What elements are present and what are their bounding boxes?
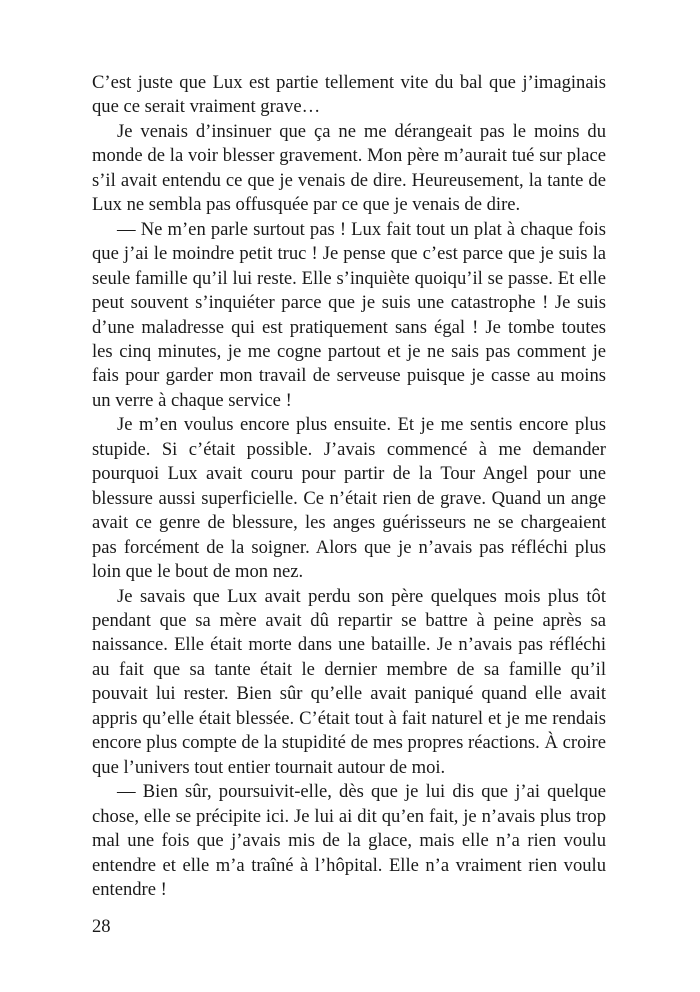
- paragraph-2: Je venais d’insinuer que ça ne me dérangeait pas le moins du monde de la voir blesser gravement. Mon père m’aurait tué sur place s’il avait entendu ce que je venais de dire. Heureusement, la tante de Lux ne sembla pas offusquée par ce que je venais de dire.: [92, 120, 606, 216]
- paragraph-5: Je savais que Lux avait perdu son père quelques mois plus tôt pendant que sa mère avait dû repartir se battre à peine après sa naissance. Elle était morte dans une bataille. Je n’avais pas réfléchi au fait que sa tante était le dernier membre de sa famille qu’il pouvait lui rester. Bien sûr qu’elle avait paniqué quand elle avait appris qu’elle était blessée. C’était tout à fait naturel et je me rendais encore plus compte de la stupidité de mes propres réactions. À croire que l’univers tout entier tournait autour de moi.: [92, 585, 606, 778]
- paragraph-1: C’est juste que Lux est partie tellement vite du bal que j’imaginais que ce serait vraiment grave…: [92, 72, 606, 118]
- paragraph-4: Je m’en voulus encore plus ensuite. Et je me sentis encore plus stupide. Si c’était possible. J’avais commencé à me demander pourquoi Lux avait couru pour partir de la Tour Angel pour une blessure aussi superficielle. Ce n’était rien de grave. Quand un ange avait ce genre de blessure, les anges guérisseurs ne se chargeaient pas forcément de la soigner. Alors que je n’avais pas réfléchi plus loin que le bout de mon nez.: [92, 414, 606, 583]
- page-number: 28: [92, 916, 111, 937]
- page-body: [92, 71, 606, 902]
- paragraph-6: — Bien sûr, poursuivit-elle, dès que je lui dis que j’ai quelque chose, elle se précipite ici. Je lui ai dit qu’en fait, je n’avais plus trop mal une fois que j’avais mis de la glace, mais elle n’a rien voulu entendre et elle m’a traîné à l’hôpital. Elle n’a vraiment rien voulu entendre !: [92, 781, 606, 900]
- paragraph-3: — Ne m’en parle surtout pas ! Lux fait tout un plat à chaque fois que j’ai le moindre petit truc ! Je pense que c’est parce que je suis la seule famille qu’il lui reste. Elle s’inquiète quoiqu’il se passe. Et elle peut souvent s’inquiéter parce que je suis une catastrophe ! Je suis d’une maladresse qui est pratiquement sans égal ! Je tombe toutes les cinq minutes, je me cogne partout et je ne sais pas comment je fais pour garder mon travail de serveuse puisque je casse au moins un verre à chaque service !: [92, 218, 606, 411]
